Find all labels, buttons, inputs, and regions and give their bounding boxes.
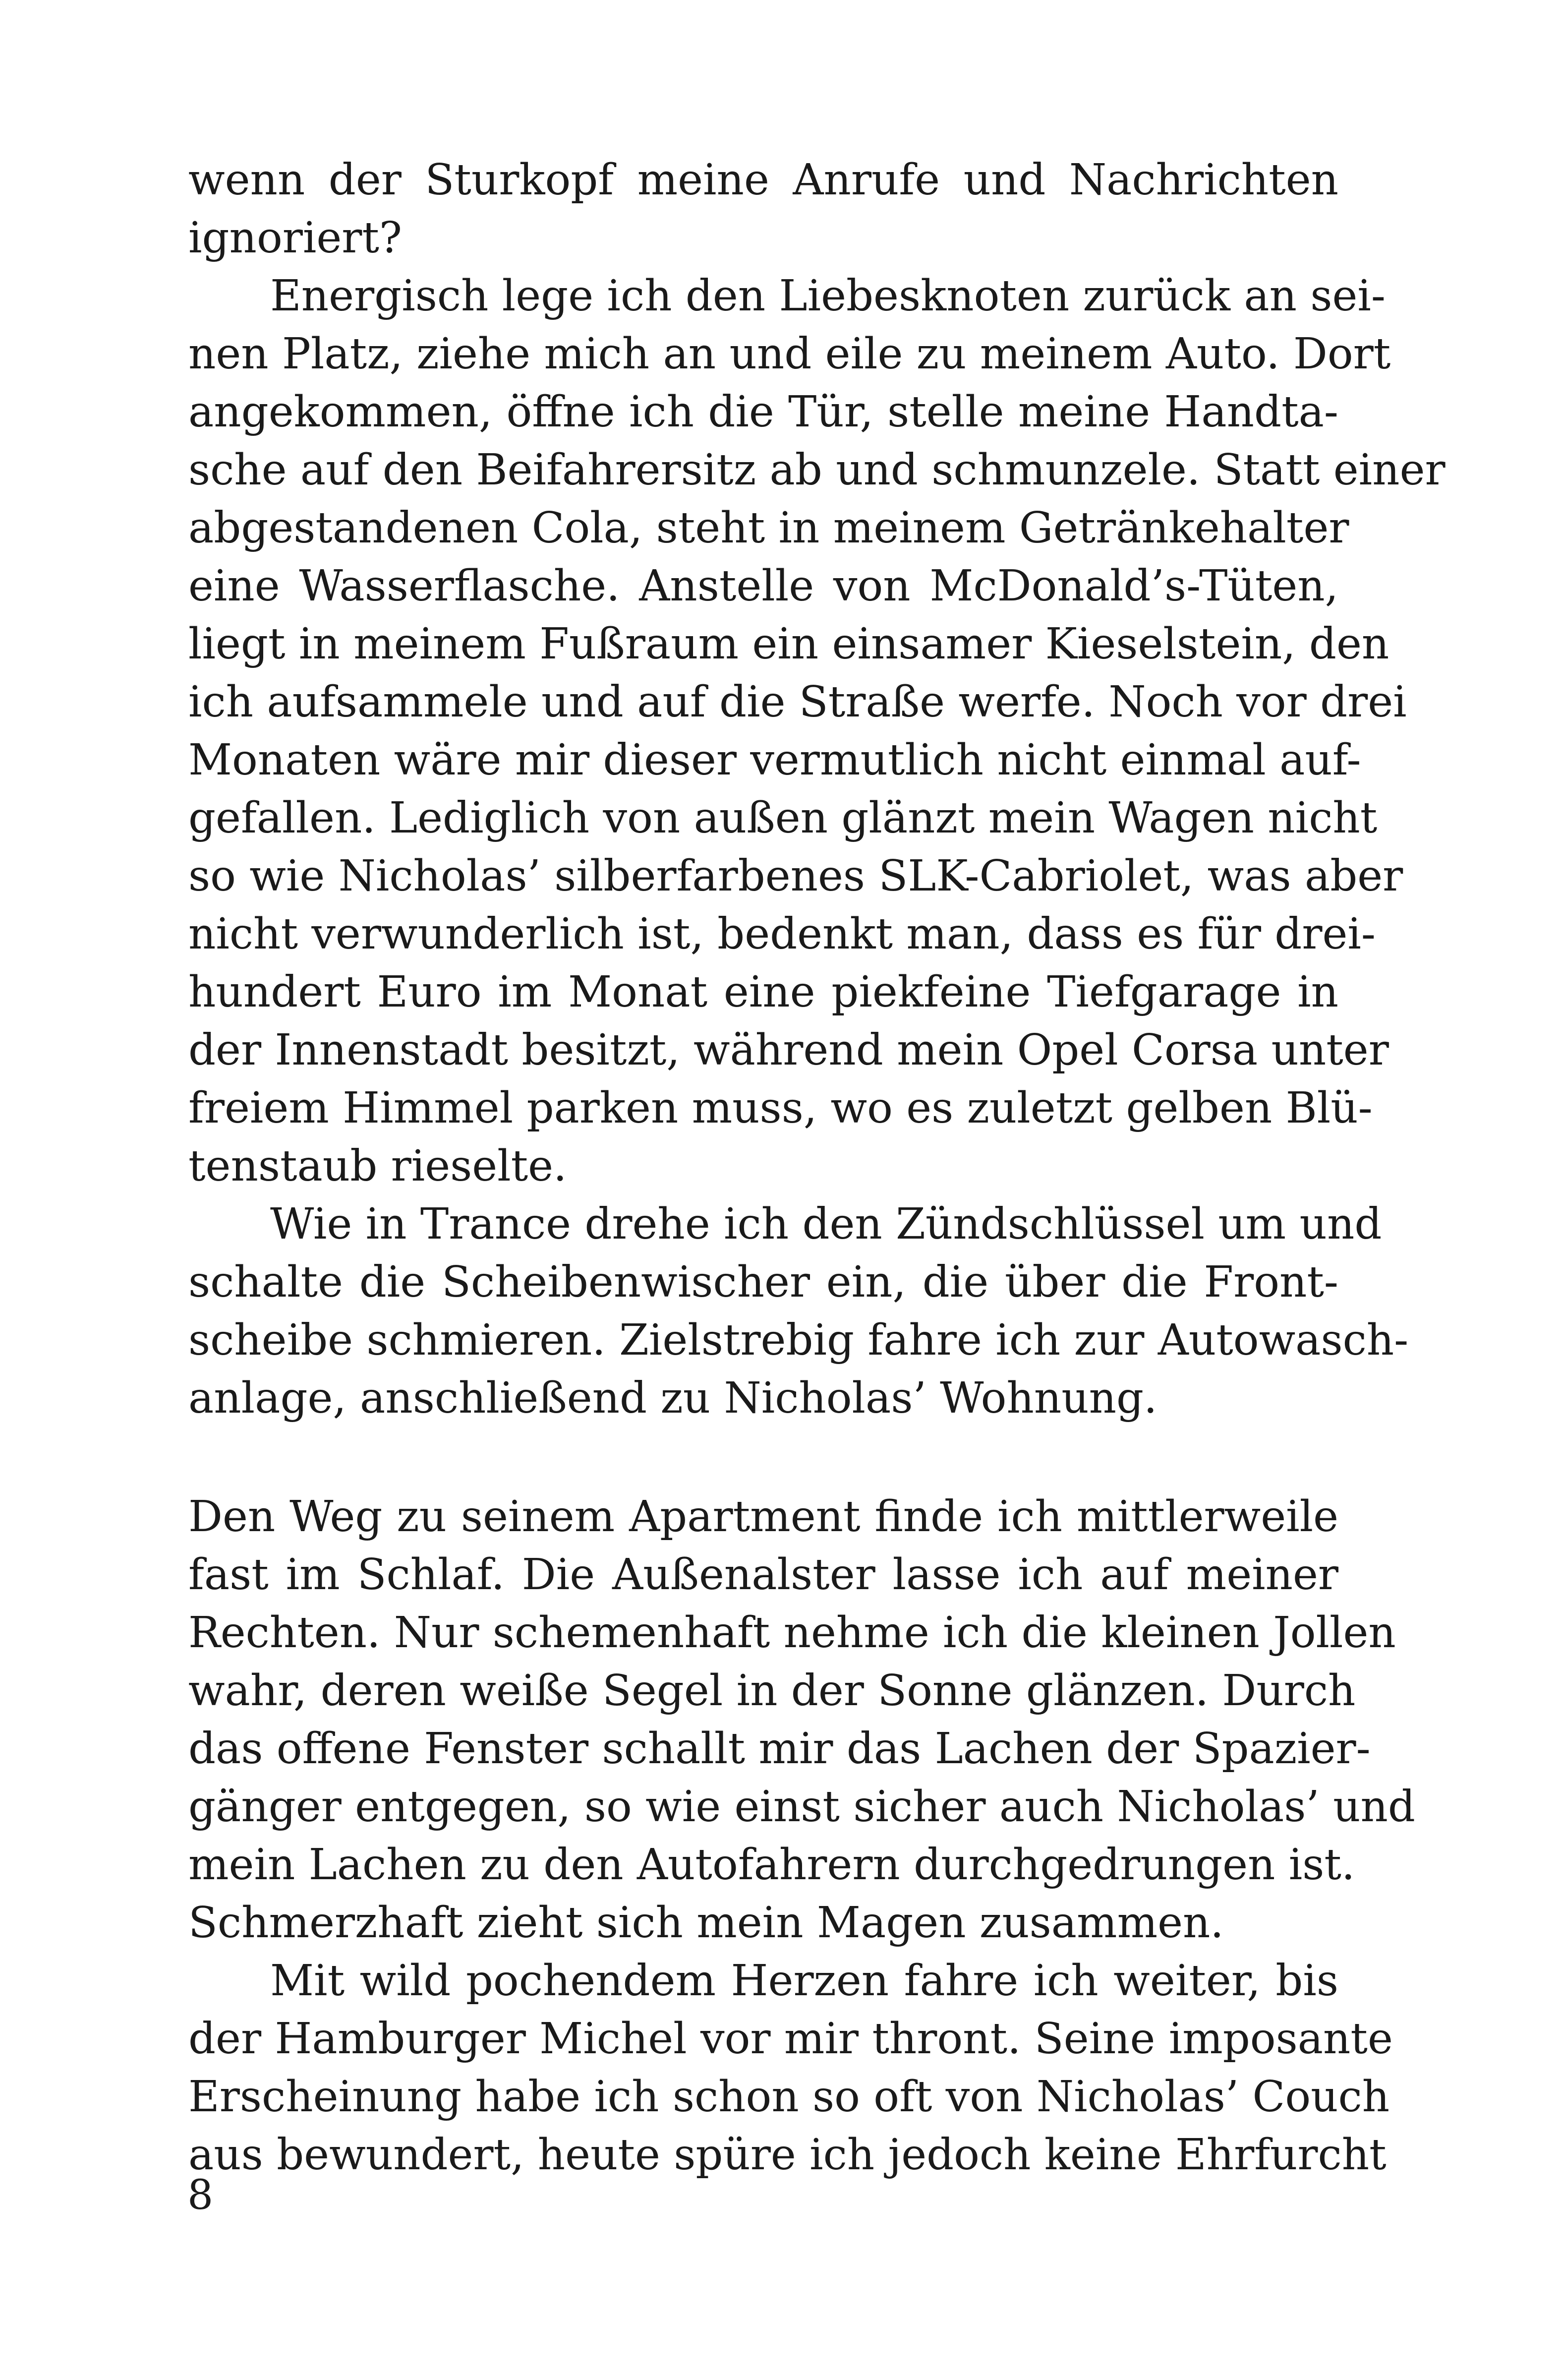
paragraph-start-line: Energisch lege ich den Liebesknoten zurück an sei- — [270, 271, 1386, 321]
text-line: fast im Schlaf. Die Außenalster lasse ich auf meiner — [188, 1550, 1338, 1600]
text-line: so wie Nicholas’ silberfarbenes SLK-Cabriolet, was aber — [188, 851, 1403, 901]
text-line: Monaten wäre mir dieser vermutlich nicht einmal auf- — [188, 735, 1361, 785]
text-line: tenstaub rieselte. — [188, 1141, 567, 1191]
text-line: nicht verwunderlich ist, bedenkt man, dass es für drei- — [188, 909, 1376, 959]
text-line: das offene Fenster schallt mir das Lachen der Spazier- — [188, 1724, 1371, 1774]
text-line: aus bewundert, heute spüre ich jedoch keine Ehrfurcht — [188, 2130, 1387, 2180]
text-line: der Innenstadt besitzt, während mein Opel Corsa unter — [188, 1025, 1389, 1075]
text-line: angekommen, öffne ich die Tür, stelle meine Handta- — [188, 387, 1338, 437]
text-line: Schmerzhaft zieht sich mein Magen zusammen. — [188, 1898, 1224, 1948]
text-line: gefallen. Lediglich von außen glänzt mein Wagen nicht — [188, 793, 1378, 843]
text-line: nen Platz, ziehe mich an und eile zu meinem Auto. Dort — [188, 329, 1391, 379]
text-line: anlage, anschließend zu Nicholas’ Wohnung. — [188, 1373, 1157, 1423]
text-line: Erscheinung habe ich schon so oft von Nicholas’ Couch — [188, 2072, 1390, 2122]
page-number: 8 — [187, 2172, 214, 2219]
text-section-1 — [188, 151, 1446, 1428]
text-line: liegt in meinem Fußraum ein einsamer Kieselstein, den — [188, 619, 1389, 669]
text-line: schalte die Scheibenwischer ein, die über die Front- — [188, 1257, 1338, 1307]
text-line: Rechten. Nur schemenhaft nehme ich die kleinen Jollen — [188, 1608, 1396, 1658]
text-line: ich aufsammele und auf die Straße werfe. Noch vor drei — [188, 677, 1407, 727]
text-line: gänger entgegen, so wie einst sicher auch Nicholas’ und — [188, 1782, 1415, 1832]
text-line: Den Weg zu seinem Apartment finde ich mittlerweile — [188, 1492, 1338, 1542]
text-line: freiem Himmel parken muss, wo es zuletzt gelben Blü- — [188, 1083, 1373, 1133]
text-line: hundert Euro im Monat eine piekfeine Tiefgarage in — [188, 967, 1338, 1017]
text-line: scheibe schmieren. Zielstrebig fahre ich zur Autowasch- — [188, 1315, 1409, 1365]
text-line: eine Wasserflasche. Anstelle von McDonald’s-Tüten, — [188, 561, 1338, 611]
text-line: abgestandenen Cola, steht in meinem Getränkehalter — [188, 503, 1349, 553]
text-line: wahr, deren weiße Segel in der Sonne glänzen. Durch — [188, 1666, 1356, 1716]
text-line: wenn der Sturkopf meine Anrufe und Nachrichten — [188, 155, 1338, 205]
text-section-2 — [188, 1488, 1415, 2184]
text-line: der Hamburger Michel vor mir thront. Seine imposante — [188, 2014, 1393, 2064]
text-line: sche auf den Beifahrersitz ab und schmunzele. Statt einer — [188, 445, 1446, 495]
text-line: mein Lachen zu den Autofahrern durchgedrungen ist. — [188, 1840, 1355, 1890]
text-line: ignoriert? — [188, 213, 403, 263]
paragraph-start-line: Wie in Trance drehe ich den Zündschlüssel um und — [270, 1199, 1382, 1249]
paragraph-start-line: Mit wild pochendem Herzen fahre ich weiter, bis — [270, 1956, 1338, 2006]
